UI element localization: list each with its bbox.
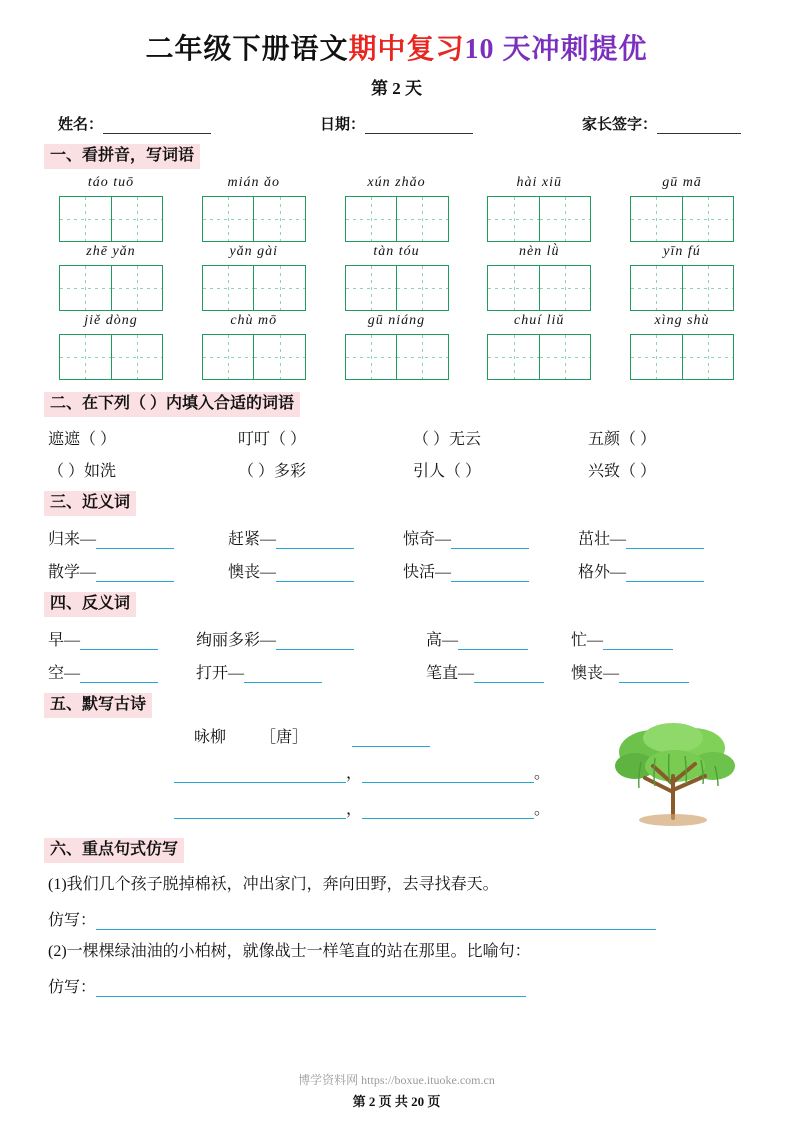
section-3-row-2 [44, 559, 749, 582]
pinyin-text: hài xiū [516, 175, 562, 191]
day-subtitle: 第 2 天 [371, 79, 422, 99]
pinyin-cell [621, 175, 743, 242]
pinyin-text: chù mō [230, 313, 278, 329]
section-4-row-1 [44, 627, 749, 650]
fill-item[interactable]: 兴致（ ） [588, 463, 657, 481]
antonym-word: 笔直— [426, 665, 475, 683]
synonym-item [228, 559, 403, 582]
pinyin-cell [50, 244, 172, 311]
synonym-item [578, 526, 704, 549]
pinyin-row [44, 313, 749, 380]
page-title [44, 34, 749, 66]
guardian-signature-field[interactable] [582, 113, 741, 134]
answer-blank[interactable] [474, 667, 544, 683]
pinyin-text: tàn tóu [373, 244, 420, 260]
answer-blank[interactable] [276, 634, 354, 650]
name-label: 姓名： [58, 117, 104, 134]
pinyin-text: xìng shù [654, 313, 710, 329]
pinyin-cell [336, 313, 458, 380]
pinyin-row [44, 244, 749, 311]
section-2-heading: 二、在下列（ ）内填入合适的词语 [44, 392, 300, 417]
section-6-answer-1 [44, 907, 749, 930]
section-4-row-2 [44, 660, 749, 683]
section-6-answer-2 [44, 974, 749, 997]
section-3-row-1 [44, 526, 749, 549]
section-6-heading: 六、重点句式仿写 [44, 838, 184, 863]
poem-period: 。 [534, 801, 551, 819]
synonym-word: 散学— [48, 564, 97, 582]
synonym-word: 惊奇— [403, 531, 452, 549]
antonym-item [48, 660, 196, 683]
antonym-word: 打开— [196, 665, 245, 683]
meta-row [44, 113, 749, 134]
fill-item[interactable]: 引人（ ） [413, 463, 482, 481]
guardian-signature-label: 家长签字： [582, 117, 658, 134]
antonym-item [426, 627, 571, 650]
tianzige-box[interactable] [59, 265, 163, 311]
pinyin-cell [621, 244, 743, 311]
antonym-word: 绚丽多彩— [196, 632, 277, 650]
poem-title: 咏柳 [194, 729, 227, 747]
pinyin-cell [478, 244, 600, 311]
answer-blank[interactable] [451, 566, 529, 582]
antonym-item [426, 660, 571, 683]
section-1-heading: 一、看拼音，写词语 [44, 144, 200, 169]
tianzige-box[interactable] [630, 334, 734, 380]
name-blank[interactable] [103, 119, 211, 134]
synonym-word: 格外— [578, 564, 627, 582]
date-blank[interactable] [365, 119, 473, 134]
answer-blank[interactable] [96, 566, 174, 582]
poem-period: 。 [534, 765, 551, 783]
pinyin-text: chuí liǔ [514, 313, 565, 329]
antonym-item [196, 627, 426, 650]
poet-name-blank[interactable] [352, 731, 430, 747]
pinyin-cell [193, 313, 315, 380]
pinyin-text: táo tuō [87, 175, 135, 191]
title-part-sprint: 10 天冲刺提优 [464, 34, 648, 65]
section-4-heading: 四、反义词 [44, 592, 136, 617]
pinyin-text: jiě dòng [84, 313, 138, 329]
synonym-item [48, 559, 228, 582]
pinyin-cell [193, 175, 315, 242]
tianzige-box[interactable] [630, 265, 734, 311]
fill-item[interactable]: 五颜（ ） [588, 431, 657, 449]
tianzige-box[interactable] [345, 265, 449, 311]
tianzige-box[interactable] [487, 265, 591, 311]
pinyin-cell [621, 313, 743, 380]
fill-item[interactable]: （ ）多彩 [238, 463, 307, 481]
answer-blank[interactable] [276, 566, 354, 582]
answer-blank[interactable] [458, 634, 528, 650]
pinyin-text: zhē yǎn [86, 244, 136, 260]
pinyin-text: gū niáng [367, 313, 426, 329]
answer-blank[interactable] [451, 533, 529, 549]
antonym-item [196, 660, 426, 683]
poem-area [44, 724, 749, 828]
title-part-midterm: 期中复习 [348, 34, 465, 65]
answer-blank[interactable] [626, 533, 704, 549]
synonym-word: 归来— [48, 531, 97, 549]
poem-comma: ， [346, 801, 363, 819]
antonym-item [48, 627, 196, 650]
tianzige-box[interactable] [202, 265, 306, 311]
fill-item[interactable]: （ ）无云 [413, 431, 482, 449]
synonym-word: 快活— [403, 564, 452, 582]
synonym-word: 赶紧— [228, 531, 277, 549]
section-2-row-1 [44, 426, 749, 449]
pinyin-cell [50, 313, 172, 380]
willow-tree-image [611, 722, 741, 826]
answer-blank[interactable] [619, 667, 689, 683]
antonym-word: 早— [48, 632, 81, 650]
pinyin-text: xún zhǎo [367, 175, 426, 191]
guardian-signature-blank[interactable] [657, 119, 741, 134]
tianzige-box[interactable] [202, 334, 306, 380]
pinyin-text: mián ǎo [227, 175, 280, 191]
pinyin-cell [336, 244, 458, 311]
tianzige-box[interactable] [630, 196, 734, 242]
tianzige-box[interactable] [59, 196, 163, 242]
title-part-grade: 二年级下册语文 [145, 34, 349, 65]
pinyin-grid-block [44, 175, 749, 380]
date-label: 日期： [320, 117, 366, 134]
pinyin-cell [478, 175, 600, 242]
watermark: 博学资料网 https://boxue.ituoke.com.cn [298, 1073, 495, 1087]
answer-blank[interactable] [96, 533, 174, 549]
answer-blank[interactable] [244, 667, 322, 683]
answer-blank[interactable] [96, 914, 656, 930]
antonym-word: 高— [426, 632, 459, 650]
answer-blank[interactable] [80, 634, 158, 650]
synonym-item [228, 526, 403, 549]
antonym-word: 懊丧— [571, 665, 620, 683]
answer-label: 仿写： [48, 979, 97, 997]
poem-comma: ， [346, 765, 363, 783]
poem-dynasty: ［唐］ [260, 729, 309, 747]
pinyin-text: gū mā [662, 175, 702, 191]
section-6-question-2: (2)一棵棵绿油油的小柏树，就像战士一样笔直的站在那里。比喻句： [48, 943, 531, 961]
poem-blank[interactable] [362, 767, 534, 783]
antonym-word: 忙— [571, 632, 604, 650]
section-3-heading: 三、近义词 [44, 491, 136, 516]
pinyin-cell [336, 175, 458, 242]
fill-item[interactable]: 遮遮（ ） [48, 431, 117, 449]
tianzige-box[interactable] [202, 196, 306, 242]
tianzige-box[interactable] [487, 196, 591, 242]
section-6-question-1: (1)我们几个孩子脱掉棉袄，冲出家门，奔向田野，去寻找春天。 [48, 876, 499, 894]
tianzige-box[interactable] [59, 334, 163, 380]
fill-item[interactable]: 叮叮（ ） [238, 431, 307, 449]
pinyin-cell [193, 244, 315, 311]
answer-blank[interactable] [96, 981, 526, 997]
pinyin-text: nèn lǜ [518, 244, 560, 260]
synonym-item [403, 526, 578, 549]
answer-blank[interactable] [276, 533, 354, 549]
antonym-word: 空— [48, 665, 81, 683]
antonym-item [571, 660, 689, 683]
pinyin-cell [50, 175, 172, 242]
synonym-word: 茁壮— [578, 531, 627, 549]
tianzige-box[interactable] [487, 334, 591, 380]
pinyin-text: yīn fú [663, 244, 701, 260]
tianzige-box[interactable] [345, 196, 449, 242]
pinyin-cell [478, 313, 600, 380]
tianzige-box[interactable] [345, 334, 449, 380]
date-field[interactable] [320, 113, 473, 134]
section-5-heading: 五、默写古诗 [44, 693, 152, 718]
antonym-item [571, 627, 673, 650]
synonym-item [48, 526, 228, 549]
poem-blank[interactable] [174, 767, 346, 783]
poem-blank[interactable] [174, 803, 346, 819]
section-2-row-2 [44, 458, 749, 481]
answer-blank[interactable] [603, 634, 673, 650]
pinyin-text: yǎn gài [229, 244, 279, 260]
synonym-item [578, 559, 704, 582]
poem-blank[interactable] [362, 803, 534, 819]
answer-blank[interactable] [626, 566, 704, 582]
synonym-word: 懊丧— [228, 564, 277, 582]
answer-blank[interactable] [80, 667, 158, 683]
answer-label: 仿写： [48, 912, 97, 930]
fill-item[interactable]: （ ）如洗 [48, 463, 117, 481]
pinyin-row [44, 175, 749, 242]
name-field[interactable] [58, 113, 211, 134]
synonym-item [403, 559, 578, 582]
page-number: 第 2 页 共 20 页 [352, 1094, 441, 1109]
